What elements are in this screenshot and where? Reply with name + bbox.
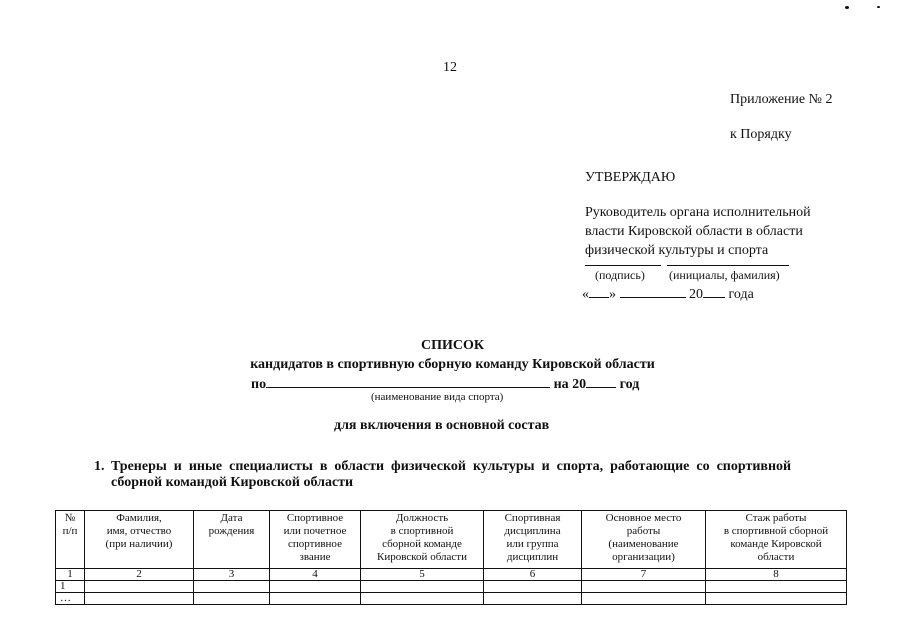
approval-position-line: физической культуры и спорта xyxy=(585,243,769,258)
document-subtitle: кандидатов в спортивную сборную команду Кировской области xyxy=(250,357,655,372)
column-number: 2 xyxy=(85,569,194,581)
table-cell xyxy=(484,593,582,605)
header-cell: Спортивная дисциплина или группа дисциплин xyxy=(484,511,582,569)
table-cell xyxy=(582,581,706,593)
date-open-quote: « xyxy=(582,287,589,302)
table-header-row xyxy=(56,511,847,569)
name-caption: (инициалы, фамилия) xyxy=(669,268,780,282)
section-number: 1. xyxy=(94,459,105,474)
table-cell xyxy=(706,581,847,593)
sport-caption: (наименование вида спорта) xyxy=(371,391,504,403)
table-cell xyxy=(194,593,270,605)
column-number: 8 xyxy=(706,569,847,581)
year-suffix: года xyxy=(728,287,754,302)
header-cell: Дата рождения xyxy=(194,511,270,569)
date-close-quote: » xyxy=(609,287,616,302)
table-cell: 1 xyxy=(56,581,85,593)
po-label: по xyxy=(251,377,267,392)
appendix-title: Приложение № 2 xyxy=(730,92,833,107)
table-cell xyxy=(361,593,484,605)
column-number: 3 xyxy=(194,569,270,581)
signature-caption: (подпись) xyxy=(595,268,645,282)
column-number: 4 xyxy=(270,569,361,581)
signature-line xyxy=(585,265,661,266)
table-cell xyxy=(270,581,361,593)
table-row xyxy=(56,581,847,593)
candidates-table xyxy=(55,510,847,605)
table-cell xyxy=(582,593,706,605)
table-row xyxy=(56,593,847,605)
year-prefix: 20 xyxy=(689,287,703,302)
table-cell xyxy=(85,593,194,605)
scan-speck xyxy=(877,6,880,8)
table-cell xyxy=(706,593,847,605)
title-year-blank xyxy=(586,375,616,388)
column-number: 6 xyxy=(484,569,582,581)
appendix-subtitle: к Порядку xyxy=(730,127,792,142)
table-cell xyxy=(484,581,582,593)
approval-position xyxy=(585,203,811,260)
section-heading-line2: сборной командой Кировской области xyxy=(111,475,354,490)
approval-date xyxy=(582,285,754,303)
header-cell: № п/п xyxy=(56,511,85,569)
page-number: 12 xyxy=(443,60,457,75)
header-cell: Стаж работы в спортивной сборной команде Кировской области xyxy=(706,511,847,569)
table-number-row xyxy=(56,569,847,581)
header-cell: Фамилия, имя, отчество (при наличии) xyxy=(85,511,194,569)
column-number: 5 xyxy=(361,569,484,581)
section-heading-line1: Тренеры и иные специалисты в области физической культуры и спорта, работающие со спортивной xyxy=(111,459,792,474)
name-line xyxy=(667,265,789,266)
table-cell xyxy=(194,581,270,593)
header-cell: Основное место работы (наименование организации) xyxy=(582,511,706,569)
approval-position-line: Руководитель органа исполнительной xyxy=(585,205,811,220)
header-cell: Спортивное или почетное спортивное звание xyxy=(270,511,361,569)
table-cell: … xyxy=(56,593,85,605)
column-number: 7 xyxy=(582,569,706,581)
column-number: 1 xyxy=(56,569,85,581)
month-blank xyxy=(620,285,686,298)
table-cell xyxy=(361,581,484,593)
year-blank xyxy=(703,285,725,298)
header-cell: Должность в спортивной сборной команде Кировской области xyxy=(361,511,484,569)
approval-position-line: власти Кировской области в области xyxy=(585,224,803,239)
sport-blank xyxy=(266,375,550,388)
purpose-text: для включения в основной состав xyxy=(334,418,550,433)
year-word: год xyxy=(619,377,640,392)
approval-heading: УТВЕРЖДАЮ xyxy=(585,170,676,185)
year-label: на 20 xyxy=(553,377,587,392)
document-title: СПИСОК xyxy=(420,338,485,353)
table-cell xyxy=(270,593,361,605)
table-cell xyxy=(85,581,194,593)
day-blank xyxy=(589,285,609,298)
scan-speck xyxy=(845,6,849,9)
